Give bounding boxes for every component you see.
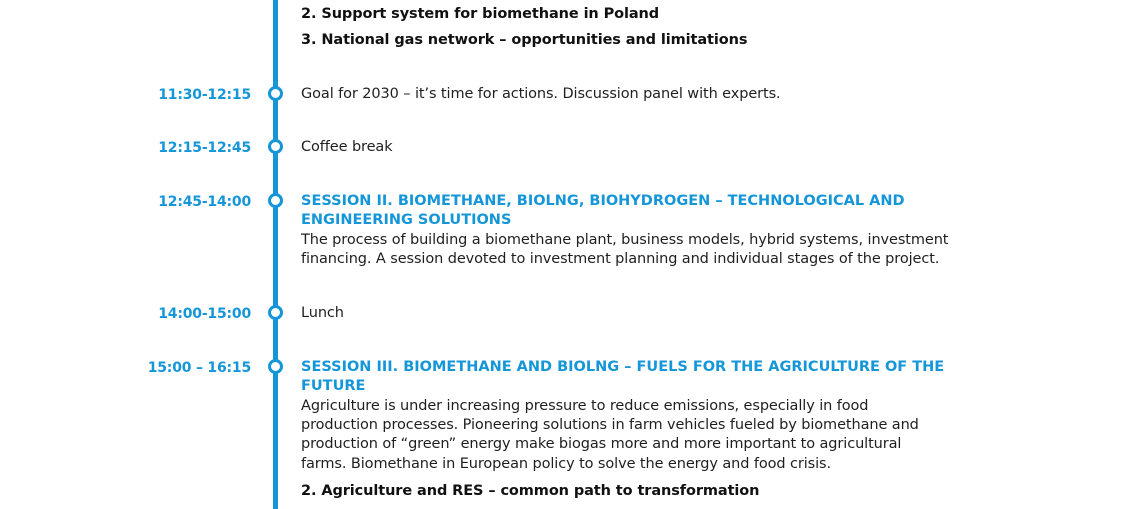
time-label: 11:30-12:15 (158, 87, 251, 103)
session-description: production of “green” energy make biogas more and more important to agricultural (301, 436, 902, 452)
agenda-subitem: 3. National gas network – opportunities and limitations (301, 32, 748, 48)
timeline-dot (268, 139, 283, 154)
agenda-subitem: 2. Support system for biomethane in Poland (301, 6, 660, 22)
session-title: SESSION II. BIOMETHANE, BIOLNG, BIOHYDROGEN – TECHNOLOGICAL AND (301, 193, 905, 209)
session-description: Agriculture is under increasing pressure to reduce emissions, especially in food (301, 398, 869, 414)
timeline-dot (268, 86, 283, 101)
session-description: financing. A session devoted to investment planning and individual stages of the project. (301, 251, 940, 267)
session-description: The process of building a biomethane plant, business models, hybrid systems, investment (301, 232, 949, 248)
session-description: farms. Biomethane in European policy to solve the energy and food crisis. (301, 456, 831, 472)
agenda-item: Goal for 2030 – it’s time for actions. Discussion panel with experts. (301, 86, 781, 102)
session-title: SESSION III. BIOMETHANE AND BIOLNG – FUELS FOR THE AGRICULTURE OF THE (301, 359, 945, 375)
timeline-dot (268, 359, 283, 374)
timeline-dot (268, 305, 283, 320)
time-label: 14:00-15:00 (158, 306, 251, 322)
session-description: production processes. Pioneering solutions in farm vehicles fueled by biomethane and (301, 417, 919, 433)
timeline-line (273, 0, 278, 509)
session-title: ENGINEERING SOLUTIONS (301, 212, 512, 228)
agenda-subitem: 2. Agriculture and RES – common path to transformation (301, 483, 760, 499)
agenda-item: Lunch (301, 305, 344, 321)
time-label: 15:00 – 16:15 (147, 360, 251, 376)
agenda-item: Coffee break (301, 139, 393, 155)
session-title: FUTURE (301, 378, 366, 394)
timeline-dot (268, 193, 283, 208)
time-label: 12:15-12:45 (158, 140, 251, 156)
time-label: 12:45-14:00 (158, 194, 251, 210)
